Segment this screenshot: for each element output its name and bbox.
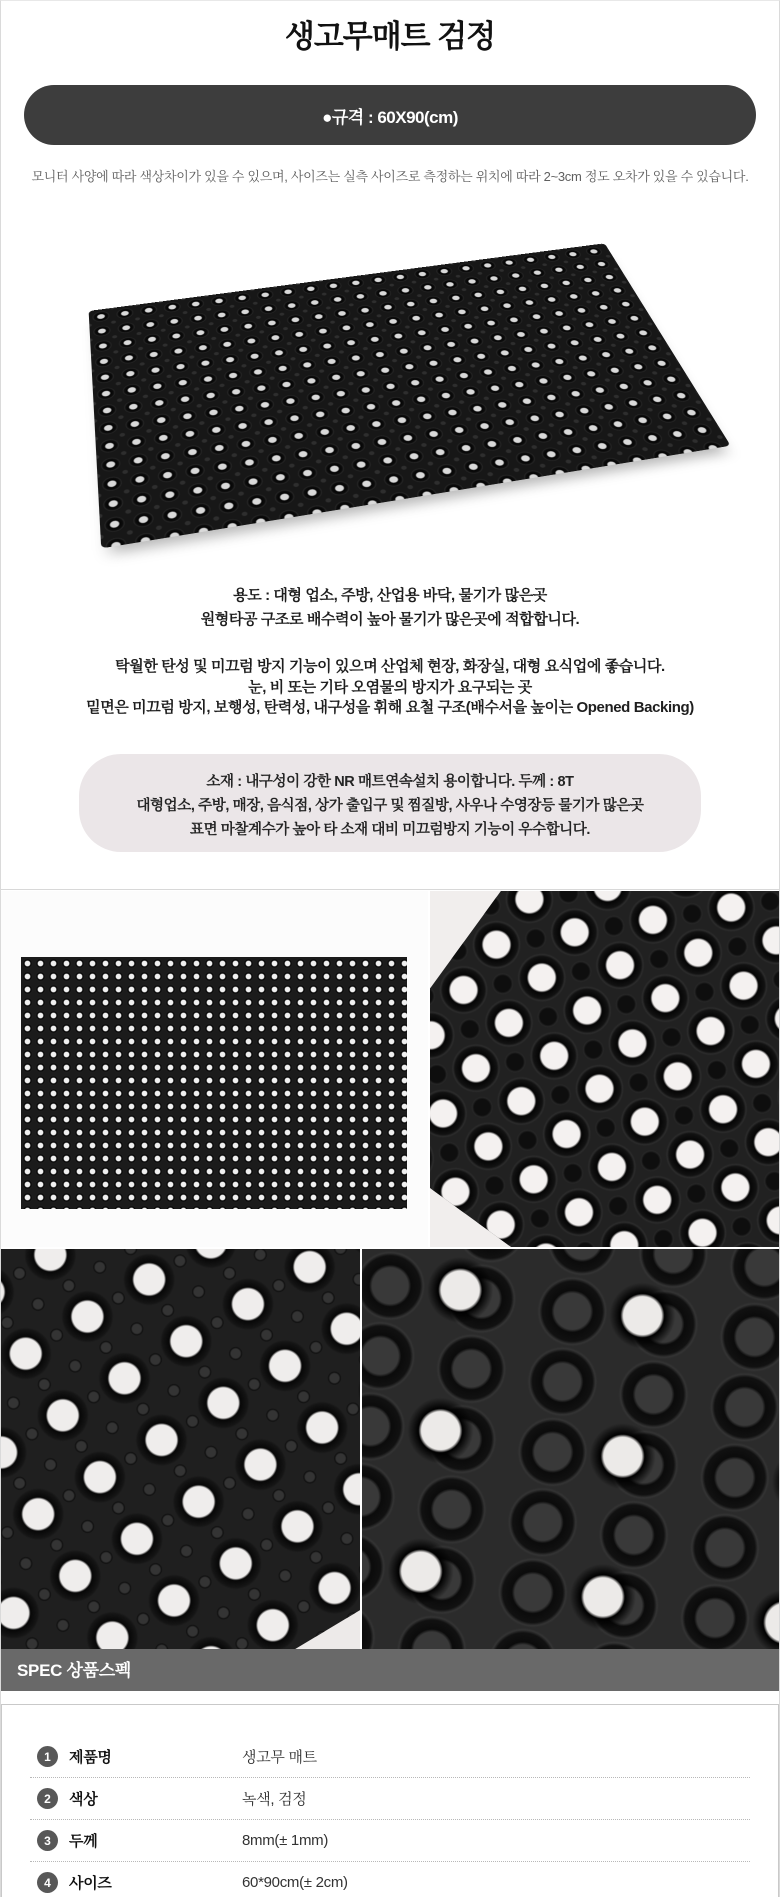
usage-line: 용도 : 대형 업소, 주방, 산업용 바닥, 물기가 많은곳 xyxy=(233,587,547,604)
rubber-mat-angled-image xyxy=(89,243,731,548)
row-number-badge: 4 xyxy=(37,1872,58,1893)
spec-section-header xyxy=(1,1649,779,1691)
photo-mat-large-rings-closeup xyxy=(362,1249,779,1649)
spec-row-label: 제품명 xyxy=(69,1749,112,1766)
spec-row-label: 사이즈 xyxy=(69,1875,112,1892)
photo-grid xyxy=(1,891,779,1649)
color-size-disclaimer: 모니터 사양에 따라 색상차이가 있을 수 있으며, 사이즈는 실측 사이즈로 측정하는 위치에 따라 2~3cm 정도 오차가 있을 수 있습니다. xyxy=(31,169,749,184)
section-divider-line xyxy=(1,889,779,890)
usage-line: 원형타공 구조로 배수력이 높아 물기가 많은곳에 적합합니다. xyxy=(200,611,580,628)
usage-line: 눈, 비 또는 기타 오염물의 방지가 요구되는 곳 xyxy=(248,678,532,696)
photo-mat-closeup-holes xyxy=(430,891,779,1247)
size-spec-pill-label: ●규격 : 60X90(cm) xyxy=(322,107,458,127)
usage-description xyxy=(1,584,779,719)
material-line: 소재 : 내구성이 강한 NR 매트연속설치 용이합니다. 두께 : 8T xyxy=(206,774,574,790)
material-line: 표면 마찰계수가 높아 타 소재 대비 미끄럼방지 기능이 우수합니다. xyxy=(189,822,591,838)
row-number-badge: 1 xyxy=(37,1746,58,1767)
mat-closeup-holes-image xyxy=(430,891,779,1247)
mat-underside-image xyxy=(1,1249,360,1649)
spec-row-value: 8mm(± 1mm) xyxy=(242,1832,329,1849)
row-number-badge: 2 xyxy=(37,1788,58,1809)
page-title: 생고무매트 검정 xyxy=(284,19,496,54)
spec-table xyxy=(1,1704,779,1897)
spec-row-label: 두께 xyxy=(69,1833,98,1850)
usage-line: 탁월한 탄성 및 미끄럼 방지 기능이 있으며 산업체 현장, 화장실, 대형 요식업에 좋습니다. xyxy=(115,658,665,675)
photo-mat-top-view xyxy=(1,891,428,1247)
size-spec-pill xyxy=(24,85,756,145)
spec-row-label: 색상 xyxy=(69,1791,98,1808)
spec-row-product-name xyxy=(30,1736,750,1778)
material-line: 대형업소, 주방, 매장, 음식점, 상가 출입구 및 찜질방, 사우나 수영장등 물기가 많은곳 xyxy=(136,798,644,814)
spec-row-color xyxy=(30,1778,750,1820)
usage-details xyxy=(1,657,779,719)
spec-row-value: 녹색, 검정 xyxy=(242,1791,307,1808)
material-info-box xyxy=(79,754,701,852)
photo-mat-underside-closeup xyxy=(1,1249,360,1649)
mat-top-view-image xyxy=(21,957,407,1209)
main-product-photo xyxy=(1,197,779,583)
row-number-badge: 3 xyxy=(37,1830,58,1851)
spec-row-thickness xyxy=(30,1820,750,1862)
spec-row-value: 60*90cm(± 2cm) xyxy=(242,1874,348,1891)
spec-row-size xyxy=(30,1862,750,1897)
usage-line: 밑면은 미끄럼 방지, 보행성, 탄력성, 내구성을 휘해 요철 구조(배수서을 높이는 Opened Backing) xyxy=(86,699,694,716)
usage-intro xyxy=(1,584,779,632)
spec-section-header-label: SPEC 상품스펙 xyxy=(17,1661,132,1680)
mat-large-rings-image xyxy=(362,1249,779,1649)
spec-row-value: 생고무 매트 xyxy=(242,1749,317,1766)
